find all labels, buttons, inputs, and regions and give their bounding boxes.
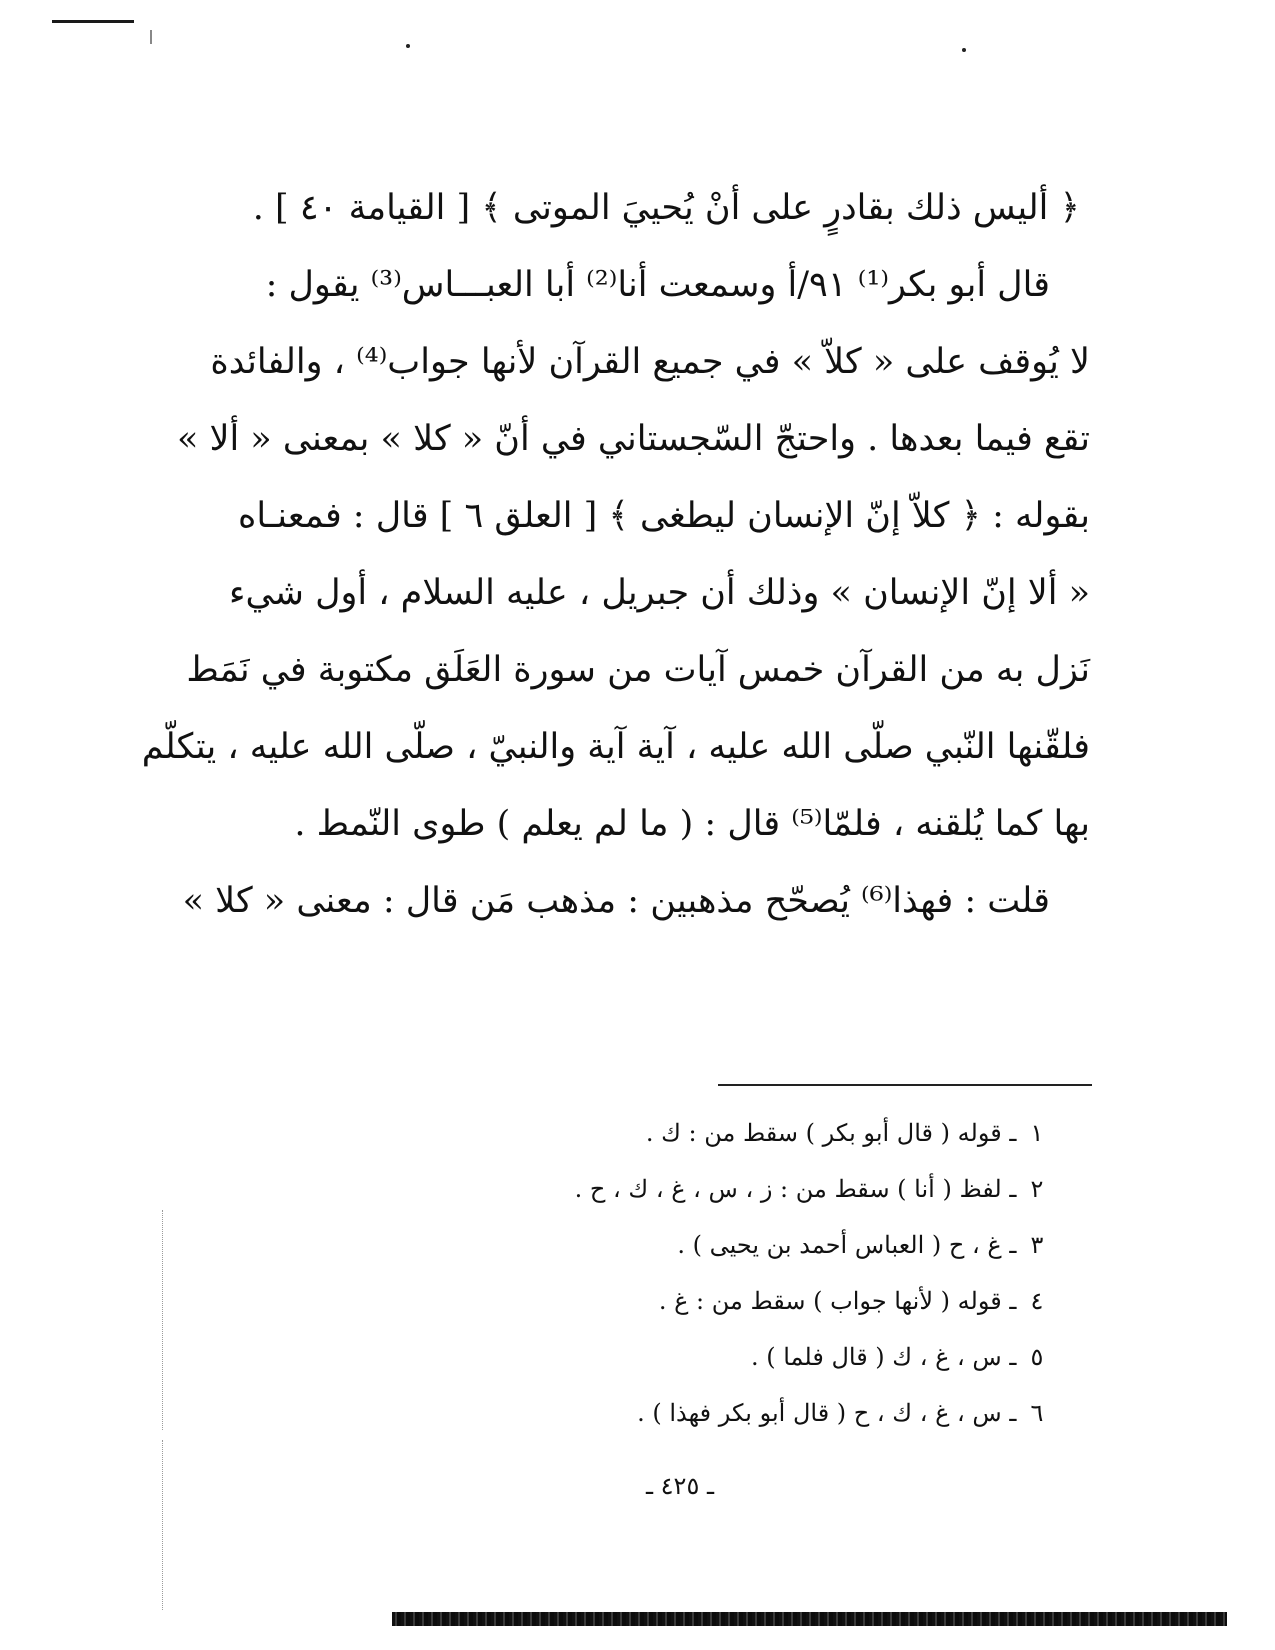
page-number: ـ ٤٢٥ ـ — [645, 1472, 714, 1500]
footnote — [290, 1385, 1050, 1441]
text-line: قال أبو بكر⁽¹⁾ ٩١/أ وسمعت أنا⁽²⁾ أبا العبـــاس⁽³⁾ يقول : — [265, 265, 1050, 305]
scan-mark-top-left — [52, 20, 134, 23]
text-line: لا يُوقف على « كلاّ » في جميع القرآن لأنها جواب⁽⁴⁾ ، والفائدة — [210, 342, 1090, 382]
text-line: بقوله : ﴿ كلاّ إنّ الإنسان ليطغى ﴾ [ العلق ٦ ] قال : فمعنـاه — [238, 496, 1090, 536]
footnote — [290, 1273, 1050, 1329]
footnotes — [290, 1105, 1050, 1441]
text-line: « ألا إنّ الإنسان » وذلك أن جبريل ، عليه السلام ، أول شيء — [229, 573, 1090, 613]
text-line: تقع فيما بعدها . واحتجّ السّجستاني في أنّ « كلا » بمعنى « ألا » — [176, 419, 1090, 459]
text-line: فلقّنها النّبي صلّى الله عليه ، آية آية والنبيّ ، صلّى الله عليه ، يتكلّم — [141, 727, 1090, 767]
footnote-number: ١ — [1030, 1119, 1044, 1147]
scan-dot — [406, 44, 410, 48]
footnote — [290, 1329, 1050, 1385]
footnote-number: ٥ — [1030, 1343, 1044, 1371]
scan-dot — [962, 48, 966, 52]
footnote-number: ٤ — [1030, 1287, 1044, 1315]
footnote-separator — [718, 1084, 1092, 1086]
scan-binding-dots — [162, 1210, 163, 1430]
text-line: بها كما يُلقنه ، فلمّا⁽⁵⁾ قال : ( ما لم يعلم ) طوى النّمط . — [294, 804, 1090, 844]
scan-mark-top-left-tick — [150, 30, 152, 44]
text-line: نَزل به من القرآن خمس آيات من سورة العَلَق مكتوبة في نَمَط — [186, 650, 1090, 690]
main-text — [141, 170, 1090, 940]
quran-verse-line: ﴿ أليس ذلك بقادرٍ على أنْ يُحييَ الموتى ﴾ [ القيامة ٤٠ ] . — [252, 188, 1080, 228]
footnote-text: ـ قوله ( لأنها جواب ) سقط من : غ . — [658, 1287, 1017, 1315]
footnote-number: ٦ — [1030, 1399, 1044, 1427]
footnote-text: ـ س ، غ ، ك ، ح ( قال أبو بكر فهذا ) . — [637, 1399, 1017, 1427]
footnote — [290, 1217, 1050, 1273]
footnote-text: ـ لفظ ( أنا ) سقط من : ز ، س ، غ ، ك ، ح . — [574, 1175, 1017, 1203]
scan-bottom-edge — [392, 1612, 1227, 1626]
footnote — [290, 1105, 1050, 1161]
footnote — [290, 1161, 1050, 1217]
footnote-text: ـ غ ، ح ( العباس أحمد بن يحيى ) . — [677, 1231, 1017, 1259]
text-line: قلت : فهذا⁽⁶⁾ يُصحّح مذهبين : مذهب مَن قال : معنى « كلا » — [182, 881, 1050, 921]
footnote-text: ـ س ، غ ، ك ( قال فلما ) . — [750, 1343, 1017, 1371]
footnote-number: ٣ — [1030, 1231, 1044, 1259]
footnote-number: ٢ — [1030, 1175, 1044, 1203]
scan-binding-dots — [162, 1440, 163, 1610]
footnote-text: ـ قوله ( قال أبو بكر ) سقط من : ك . — [645, 1119, 1017, 1147]
